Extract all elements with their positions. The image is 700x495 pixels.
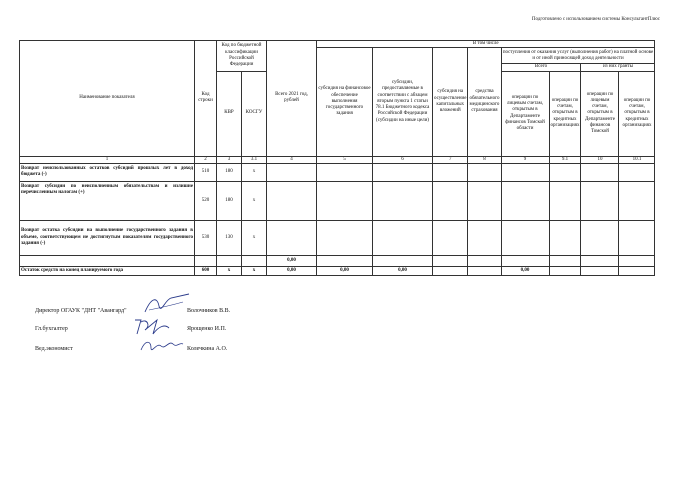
row-cell [373,255,433,266]
signature-name: Колечкина А.О. [187,346,228,352]
row-cell [468,266,501,275]
row-cell [373,220,433,255]
row-cell [468,181,501,220]
row-cell [581,163,619,181]
row-cell [581,255,619,266]
row-cell [468,163,501,181]
row-kvr: 130 [217,220,242,255]
header-subsidy-capital: субсидия на осуществление капитальных вложений [433,48,468,156]
row-cell [549,255,581,266]
header-kosgu: КОСГУ [242,71,267,156]
column-number: 5 [317,156,373,163]
header-line-code: Код строки [195,41,217,157]
column-numbers-row [20,156,655,163]
row-total: 0,00 [267,255,317,266]
row-cell [619,163,655,181]
row-cell [468,220,501,255]
row-kvr: 180 [217,181,242,220]
column-number: 3.1 [242,156,267,163]
row-name: Остаток средств на конец планируемого года [20,266,195,275]
row-cell [433,181,468,220]
column-number: 1 [20,156,195,163]
row-name: Возврат остатка субсидии на выполнение государственного задания в объеме, соответствующем не достигнутым показателям государственного задания (-) [20,220,195,255]
header-including: В том числе [317,41,655,48]
row-cell [317,163,373,181]
header-total: Всего [501,64,581,71]
row-total: 0,00 [267,266,317,275]
financial-plan-table [19,40,655,276]
row-cell [549,163,581,181]
director-signature-mark [143,292,193,318]
row-cell [501,220,549,255]
table-row [20,163,655,181]
table-row [20,220,655,255]
header-indicator-name: Наименование показателя [20,41,195,157]
row-cell [317,255,373,266]
row-code: 600 [195,266,217,275]
row-cell [317,220,373,255]
signature-name: Волочников В.В. [187,308,231,314]
column-number: 10.1 [619,156,655,163]
table-row [20,181,655,220]
row-code: 520 [195,181,217,220]
signature-role: Директор ОГАУК "ДНТ "Авангард" [35,308,127,314]
row-cell: 0,00 [317,266,373,275]
column-number: 3 [217,156,242,163]
header-grants-personal-accounts: операции по лицевым счетам, открытым в Департаменте финансов Томской [581,71,619,156]
row-cell: 0,00 [373,266,433,275]
source-note: Подготовлено с использованием системы КонсультантПлюс [531,17,660,22]
header-accounts-credit-orgs: операции по счетам, открытым в кредитных организациях [549,71,581,156]
column-number: 2 [195,156,217,163]
row-cell [619,266,655,275]
header-grants-credit-orgs: операции по счетам, открытым в кредитных организациях [619,71,655,156]
row-cell [501,255,549,266]
chief-accountant-signature-mark [131,316,173,338]
column-number: 10 [581,156,619,163]
row-kvr: x [217,266,242,275]
row-cell: 0,00 [501,266,549,275]
row-total [267,163,317,181]
header-paid-services: поступления от оказания услуг (выполнения работ) на платной основе и от иной приносящей доход деятельности [501,48,655,64]
row-cell [468,255,501,266]
signature-role: Гл.бухгалтер [35,326,68,332]
column-number: 4 [267,156,317,163]
signature-name: Ярощенко И.П. [187,326,227,332]
header-subsidy-state-task: субсидия на финансовое обеспечение выполнения государственного задания [317,48,373,156]
row-cell [549,266,581,275]
row-name: Возврат субсидии по неисполненным обязательствам и излишне перечисленным налогам (+) [20,181,195,220]
signature-role: Вед.экономист [35,346,73,352]
column-number: 9.1 [549,156,581,163]
row-kosgu: x [242,181,267,220]
header-budget-classification: Код по бюджетной классификации Российской Федерации [217,41,267,72]
column-number: 8 [468,156,501,163]
header-total-2021: Всего 2021 год, рублей [267,41,317,157]
row-kosgu [242,255,267,266]
column-number: 7 [433,156,468,163]
header-subsidy-78-1: субсидии, предоставляемые в соответствии с абзацем вторым пункта 1 статьи 78.1 Бюджетного кодекса Российской Федерации (субсидии на иные цели) [373,48,433,156]
row-cell [433,163,468,181]
row-total [267,220,317,255]
row-kosgu: x [242,163,267,181]
row-cell [373,163,433,181]
row-cell [501,181,549,220]
header-of-which-grants: из них гранты [581,64,655,71]
row-cell [581,266,619,275]
row-cell [433,266,468,275]
header-compulsory-medical: средства обязательного медицинского страхования [468,48,501,156]
row-kvr [217,255,242,266]
row-kvr: 180 [217,163,242,181]
row-cell [581,220,619,255]
table-row-total [20,266,655,275]
row-cell [619,255,655,266]
row-code [195,255,217,266]
row-name [20,255,195,266]
row-cell [549,181,581,220]
row-name: Возврат неиспользованных остатков субсидий прошлых лет в доход бюджета (-) [20,163,195,181]
row-kosgu: x [242,266,267,275]
row-cell [317,181,373,220]
row-cell [501,163,549,181]
row-code: 510 [195,163,217,181]
row-cell [549,220,581,255]
column-number: 6 [373,156,433,163]
header-kvr: КВР [217,71,242,156]
row-cell [433,255,468,266]
row-code: 530 [195,220,217,255]
row-kosgu: x [242,220,267,255]
row-cell [581,181,619,220]
row-cell [619,220,655,255]
row-cell [619,181,655,220]
column-number: 9 [501,156,549,163]
header-personal-accounts-finance-dept: операции по лицевым счетам, открытым в Департаменте финансов Томской области [501,71,549,156]
row-cell [433,220,468,255]
economist-signature-mark [139,336,185,356]
row-cell [373,181,433,220]
table-row [20,255,655,266]
row-total [267,181,317,220]
